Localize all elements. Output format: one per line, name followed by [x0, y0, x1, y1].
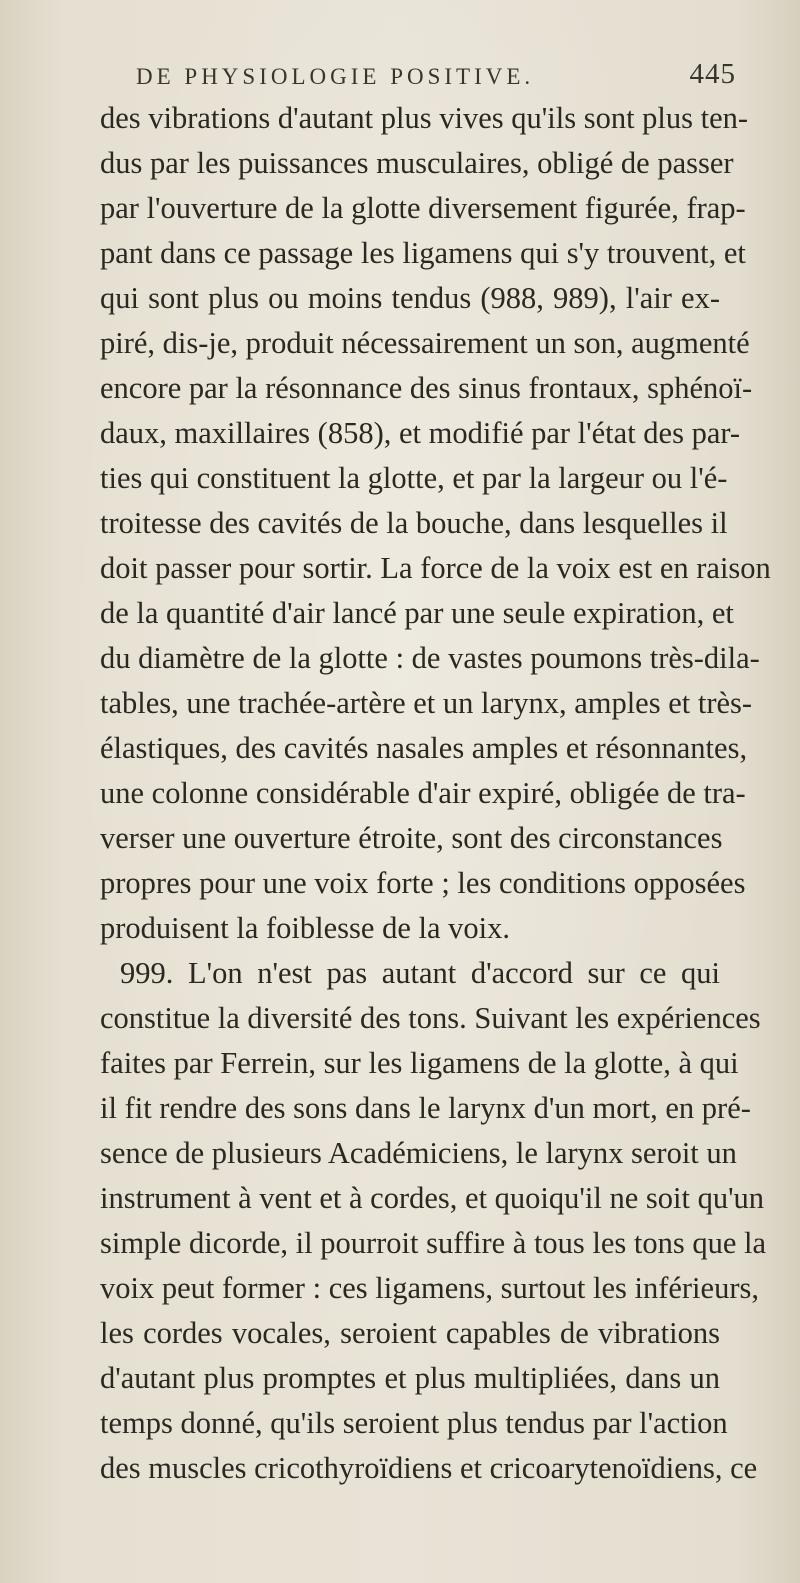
text-line: temps donné, qu'ils seroient plus tendus par l'action: [100, 1406, 728, 1440]
text-line: faites par Ferrein, sur les ligamens de la glotte, à qui: [100, 1046, 739, 1080]
text-line: instrument à vent et à cordes, et quoiqu'il ne soit qu'un: [100, 1181, 765, 1215]
text-line: troitesse des cavités de la bouche, dans lesquelles il: [100, 506, 728, 540]
page-number: 445: [689, 58, 736, 90]
text-line: des vibrations d'autant plus vives qu'ils sont plus ten-: [100, 101, 749, 135]
text-line: daux, maxillaires (858), et modifié par l'état des par-: [100, 416, 741, 450]
text-line: ties qui constituent la glotte, et par la largeur ou l'é-: [100, 461, 728, 495]
running-head-title: DE PHYSIOLOGIE POSITIVE.: [136, 64, 535, 89]
text-line: simple dicorde, il pourroit suffire à tous les tons que la: [100, 1226, 767, 1260]
text-line: de la quantité d'air lancé par une seule expiration, et: [100, 596, 734, 630]
text-line: constitue la diversité des tons. Suivant les expériences: [100, 1001, 761, 1035]
text-line: une colonne considérable d'air expiré, obligée de tra-: [100, 776, 746, 810]
text-line: verser une ouverture étroite, sont des circonstances: [100, 821, 723, 855]
text-line: par l'ouverture de la glotte diversement figurée, frap-: [100, 191, 746, 225]
text-line: dus par les puissances musculaires, obligé de passer: [100, 146, 734, 180]
text-line: d'autant plus promptes et plus multipliées, dans un: [100, 1361, 720, 1395]
paragraph-end-line: produisent la foiblesse de la voix.: [100, 911, 510, 945]
text-line: élastiques, des cavités nasales amples et résonnantes,: [100, 731, 748, 765]
text-line: encore par la résonnance des sinus frontaux, sphénoï-: [100, 371, 753, 405]
text-line: il fit rendre des sons dans le larynx d'un mort, en pré-: [100, 1091, 751, 1125]
text-line: du diamètre de la glotte : de vastes poumons très-dila-: [100, 641, 760, 675]
text-line: pant dans ce passage les ligamens qui s'y trouvent, et: [100, 236, 746, 270]
paragraph-start-line: 999. L'on n'est pas autant d'accord sur ce qui: [120, 956, 720, 990]
text-line: sence de plusieurs Académiciens, le larynx seroit un: [100, 1136, 737, 1170]
text-line: les cordes vocales, seroient capables de vibrations: [100, 1316, 720, 1350]
text-line: tables, une trachée-artère et un larynx, amples et très-: [100, 686, 753, 720]
text-line: piré, dis-je, produit nécessairement un son, augmenté: [100, 326, 750, 360]
text-line: doit passer pour sortir. La force de la voix est en raison: [100, 551, 771, 585]
text-line: des muscles cricothyroïdiens et cricoarytenoïdiens, ce: [100, 1451, 758, 1485]
body-text: [100, 96, 771, 1491]
running-head: [136, 58, 736, 98]
text-line: qui sont plus ou moins tendus (988, 989), l'air ex-: [100, 281, 720, 315]
text-line: voix peut former : ces ligamens, surtout les inférieurs,: [100, 1271, 759, 1305]
text-line: propres pour une voix forte ; les conditions opposées: [100, 866, 746, 900]
